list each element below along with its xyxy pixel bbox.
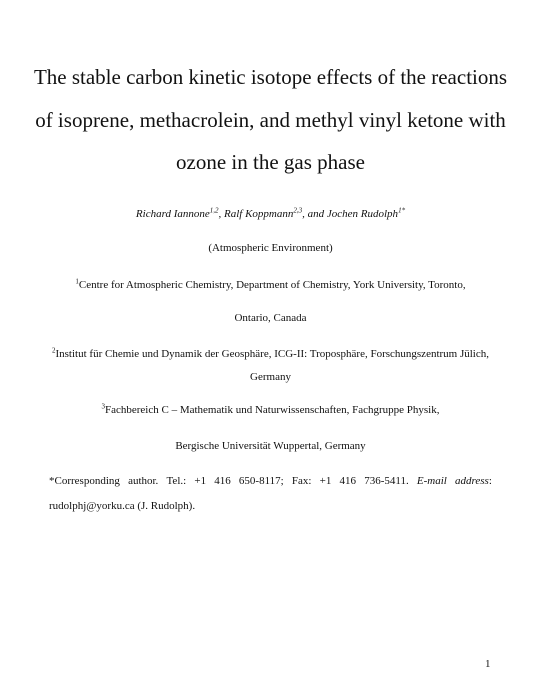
paper-title-line-3: ozone in the gas phase: [176, 150, 365, 174]
affiliation-mark: 2: [51, 346, 56, 355]
corr-word: +1: [319, 475, 332, 487]
affiliation-text: Institut für Chemie und Dynamik der Geosphäre, ICG-II: Troposphäre, Forschungszentrum Jülich,: [55, 348, 489, 360]
corr-word: 736-5411.: [364, 475, 409, 487]
author-list: [0, 207, 541, 221]
corr-word: author.: [128, 475, 159, 487]
affiliation-2: [0, 347, 541, 361]
email-label: E-mail: [416, 475, 447, 487]
affiliation-1: [0, 278, 541, 292]
page-number: 1: [485, 658, 491, 670]
author-affil-mark: 1*: [398, 206, 406, 215]
author-name: Jochen Rudolph: [326, 208, 399, 220]
corresponding-line-2: rudolphj@yorku.ca (J. Rudolph).: [49, 500, 196, 512]
author-name: Ralf Koppmann: [224, 208, 294, 220]
author-separator: ,: [218, 208, 224, 220]
affiliation-3: [0, 403, 541, 417]
corr-word: Tel.:: [166, 475, 187, 487]
affiliation-mark: 1: [75, 277, 79, 286]
author-name: Richard Iannone: [135, 208, 210, 220]
affiliation-text: Centre for Atmospheric Chemistry, Department of Chemistry, York University, Toronto,: [78, 279, 466, 291]
corr-word: 650-8117;: [238, 475, 284, 487]
author-affil-mark: 1,2: [209, 206, 219, 215]
paper-title-line-2: of isoprene, methacrolein, and methyl vinyl ketone with: [35, 108, 506, 132]
corresponding-author-note: [49, 474, 492, 513]
corr-word: +1: [194, 475, 207, 487]
affiliation-3-cont: Bergische Universität Wuppertal, Germany: [175, 440, 366, 452]
corr-word: 416: [339, 475, 357, 487]
journal-name: (Atmospheric Environment): [208, 242, 333, 254]
author-affil-mark: 2,3: [293, 206, 303, 215]
corresponding-line-1: [49, 474, 492, 488]
corr-word: 416: [214, 475, 231, 487]
email-label: address: [455, 475, 489, 487]
paper-title-line-1: The stable carbon kinetic isotope effects of the reactions: [33, 65, 508, 89]
affiliation-mark: 3: [101, 402, 105, 411]
email-label-group: [455, 474, 492, 488]
email-label-colon: :: [488, 475, 492, 487]
affiliation-2-cont: Germany: [250, 371, 291, 383]
affiliation-text: Fachbereich C – Mathematik und Naturwissenschaften, Fachgruppe Physik,: [104, 404, 440, 416]
corr-word: Fax:: [291, 475, 312, 487]
corr-word: *Corresponding: [49, 475, 120, 487]
author-separator: , and: [302, 208, 327, 220]
affiliation-1-cont: Ontario, Canada: [234, 312, 307, 324]
